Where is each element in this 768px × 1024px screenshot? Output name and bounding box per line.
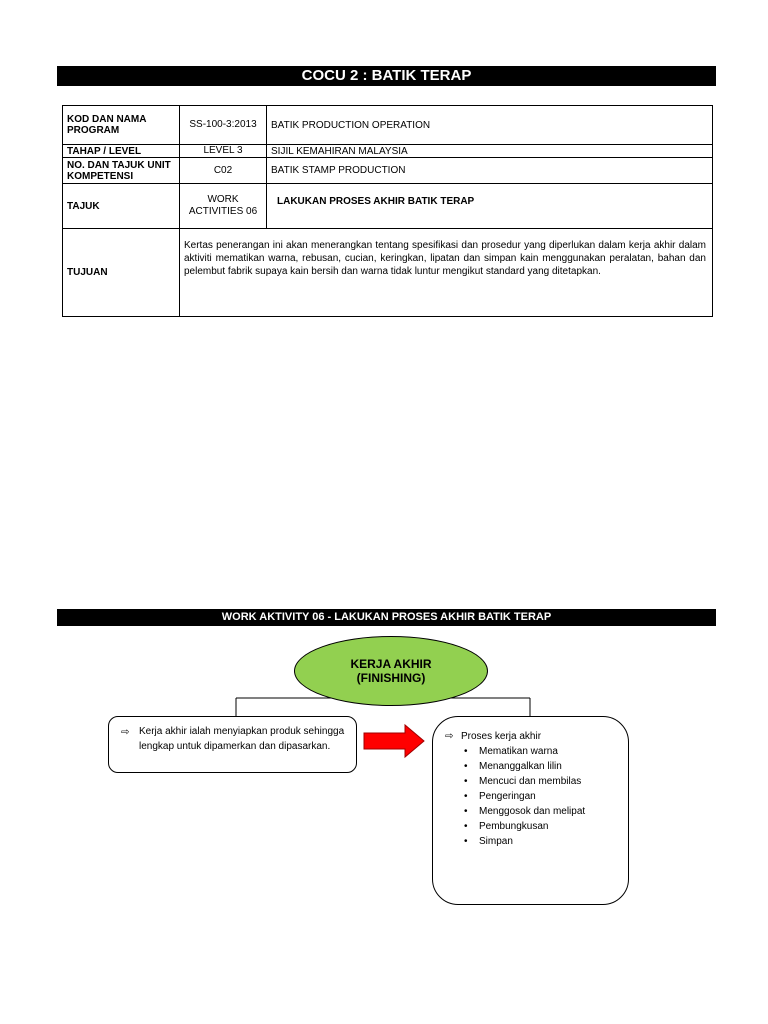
purpose-text: Kertas penerangan ini akan menerangkan tentang spesifikasi dan prosedur yang diperlukan dalam kerja akhir dalam aktiviti mematikan warna, rebusan, cucian, keringkan, lipatan dan simpan kain menggunakan peralatan, bahan dan pelembut fabrik supaya kain bersih dan warna tidak luntur mengikut standard yang ditetapkan.: [180, 229, 713, 317]
finishing-ellipse: [294, 636, 488, 706]
document-title: COCU 2 : BATIK TERAP: [57, 66, 716, 86]
finishing-title: KERJA AKHIR: [350, 657, 432, 671]
row-code: C02: [180, 158, 267, 184]
list-item: • Simpan: [479, 834, 618, 849]
row-label: TAJUK: [63, 184, 180, 229]
list-item: • Pengeringan: [479, 789, 618, 804]
finishing-subtitle: (FINISHING): [356, 671, 426, 685]
process-box: [432, 716, 629, 905]
list-item: • Menggosok dan melipat: [479, 804, 618, 819]
row-label: TUJUAN: [63, 229, 180, 317]
row-value: BATIK STAMP PRODUCTION: [267, 158, 713, 184]
list-item: • Pembungkusan: [479, 819, 618, 834]
row-code: SS-100-3:2013: [180, 106, 267, 145]
list-item: • Mencuci dan membilas: [479, 774, 618, 789]
definition-text: Kerja akhir ialah menyiapkan produk sehingga lengkap untuk dipamerkan dan dipasarkan.: [139, 726, 345, 752]
row-value: BATIK PRODUCTION OPERATION: [267, 106, 713, 145]
row-label: KOD DAN NAMA PROGRAM: [63, 106, 180, 145]
section-title: WORK AKTIVITY 06 - LAKUKAN PROSES AKHIR BATIK TERAP: [57, 609, 716, 626]
list-item: • Menanggalkan lilin: [479, 759, 618, 774]
definition-box: [108, 716, 357, 773]
row-value: SIJIL KEMAHIRAN MALAYSIA: [267, 145, 713, 158]
arrow-bullet-icon: ⇨: [121, 727, 130, 738]
row-code: LEVEL 3: [180, 145, 267, 158]
arrow-bullet-icon: ⇨: [445, 731, 454, 742]
row-value: LAKUKAN PROSES AKHIR BATIK TERAP: [267, 184, 713, 229]
right-arrow-icon: [364, 725, 424, 757]
row-label: TAHAP / LEVEL: [63, 145, 180, 158]
row-code: WORK ACTIVITIES 06: [180, 184, 267, 229]
process-title: Proses kerja akhir: [461, 731, 542, 742]
row-label: NO. DAN TAJUK UNIT KOMPETENSI: [63, 158, 180, 184]
list-item: • Mematikan warna: [479, 744, 618, 759]
process-steps: [461, 744, 618, 849]
